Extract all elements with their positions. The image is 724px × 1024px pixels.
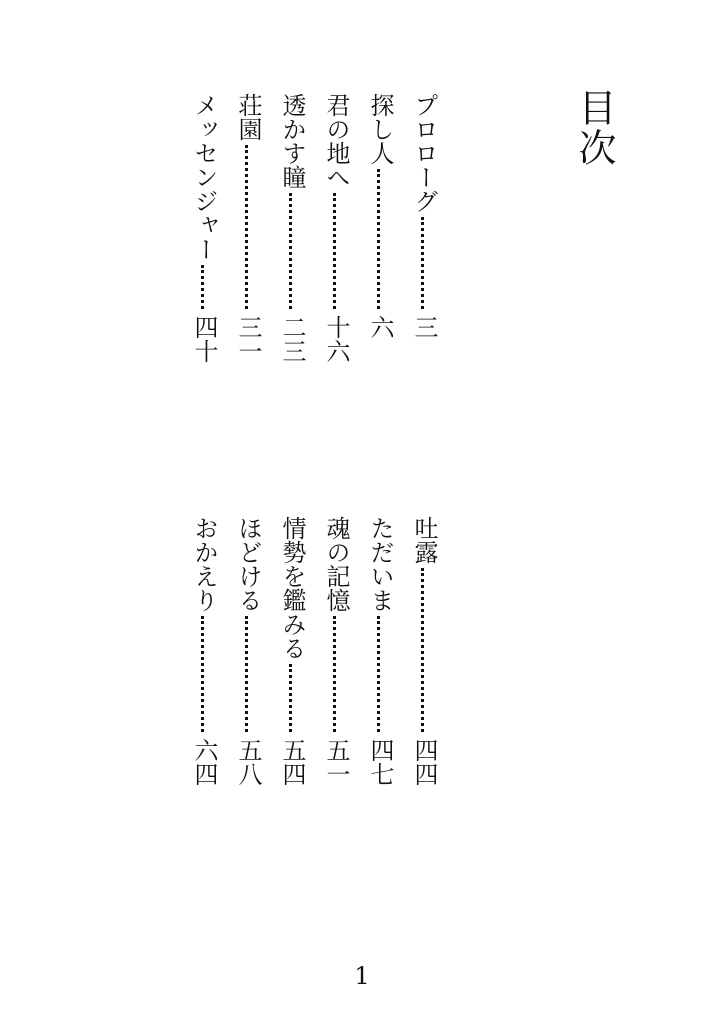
toc-entry-page: 六: [366, 315, 394, 339]
toc-entry: [358, 516, 402, 806]
toc-entry: [402, 93, 446, 383]
page-title: 目次: [572, 88, 616, 168]
toc-entry: [402, 516, 446, 806]
toc-entry-page: 三: [410, 315, 438, 339]
toc-entry-title: メッセンジャー: [190, 93, 218, 261]
toc-entry-title: 君の地へ: [322, 93, 350, 189]
toc-leader-dots: [245, 145, 248, 309]
toc-leader-dots: [245, 616, 248, 732]
toc-entry-title: 情勢を鑑みる: [278, 516, 306, 660]
toc-entry: [314, 516, 358, 806]
toc-entry: [182, 516, 226, 806]
toc-entry-title: 吐露: [410, 516, 438, 564]
toc-leader-dots: [289, 193, 292, 309]
toc-entry-title: おかえり: [190, 516, 218, 612]
toc-entry-page: 四十: [190, 315, 218, 363]
toc-leader-dots: [333, 193, 336, 309]
toc-leader-dots: [377, 616, 380, 732]
page-number: 1: [354, 962, 370, 990]
toc-entry-page: 二三: [278, 315, 306, 363]
toc-entry-page: 六四: [190, 738, 218, 786]
toc-entry-title: 探し人: [366, 93, 394, 165]
toc-group-2: [182, 516, 446, 806]
toc-entry-page: 四七: [366, 738, 394, 786]
toc-entry-page: 四四: [410, 738, 438, 786]
toc-entry: [314, 93, 358, 383]
toc-entry: [270, 93, 314, 383]
toc-leader-dots: [377, 169, 380, 309]
toc-entry: [226, 516, 270, 806]
toc-entry-title: ほどける: [234, 516, 262, 612]
toc-leader-dots: [421, 217, 424, 309]
toc-entry-title: 透かす瞳: [278, 93, 306, 189]
toc-entry-page: 十六: [322, 315, 350, 363]
toc-leader-dots: [421, 568, 424, 732]
toc-entry: [226, 93, 270, 383]
toc-leader-dots: [289, 664, 292, 732]
toc-entry-page: 五八: [234, 738, 262, 786]
toc-leader-dots: [201, 616, 204, 732]
toc-entry-title: ただいま: [366, 516, 394, 612]
toc-entry-page: 五四: [278, 738, 306, 786]
toc-entry: [182, 93, 226, 383]
toc-entry-title: 魂の記憶: [322, 516, 350, 612]
toc-leader-dots: [201, 265, 204, 309]
toc-entry: [270, 516, 314, 806]
toc-entry: [358, 93, 402, 383]
toc-entry-page: 三一: [234, 315, 262, 363]
toc-entry-page: 五一: [322, 738, 350, 786]
toc-group-1: [182, 93, 446, 383]
toc-entry-title: プロローグ: [410, 93, 438, 213]
toc-leader-dots: [333, 616, 336, 732]
toc-entry-title: 荘園: [234, 93, 262, 141]
